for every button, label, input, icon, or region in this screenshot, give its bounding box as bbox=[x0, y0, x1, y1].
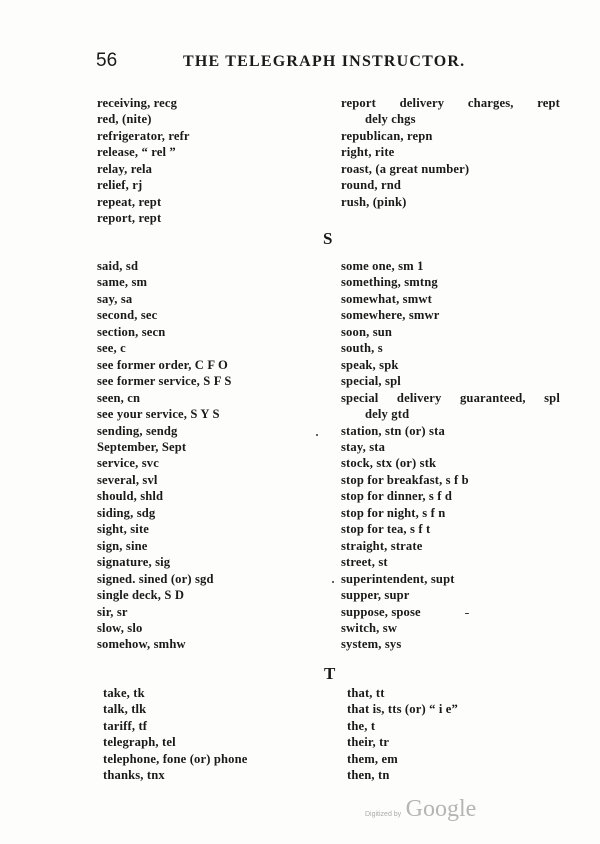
glossary-entry: see former order, C F O bbox=[97, 357, 228, 372]
glossary-entry: right, rite bbox=[341, 145, 395, 160]
glossary-entry: somehow, smhw bbox=[97, 637, 186, 652]
glossary-entry: September, Sept bbox=[97, 439, 187, 454]
s-left-column bbox=[97, 258, 232, 653]
glossary-entry: see former service, S F S bbox=[97, 374, 232, 389]
glossary-entry: repeat, rept bbox=[97, 194, 162, 209]
r-right-column bbox=[341, 95, 560, 210]
glossary-entry: red, (nite) bbox=[97, 112, 152, 127]
glossary-entry: some one, sm 1 bbox=[341, 259, 424, 273]
glossary-entry: report, rept bbox=[97, 211, 162, 226]
glossary-entry: service, svc bbox=[97, 456, 159, 471]
glossary-entry: stop for tea, s f t bbox=[341, 522, 431, 537]
glossary-entry: stop for breakfast, s f b bbox=[341, 472, 469, 487]
glossary-entry: tariff, tf bbox=[103, 718, 148, 733]
speck bbox=[332, 581, 334, 583]
glossary-entry: report delivery charges, rept bbox=[341, 96, 560, 110]
t-left-column bbox=[103, 685, 248, 784]
glossary-entry: switch, sw bbox=[341, 620, 398, 635]
glossary-entry: them, em bbox=[347, 751, 398, 766]
glossary-entry: section, secn bbox=[97, 324, 166, 339]
glossary-entry: thanks, tnx bbox=[103, 768, 165, 783]
glossary-entry: relief, rj bbox=[97, 178, 143, 193]
glossary-entry: straight, strate bbox=[341, 538, 423, 553]
section-heading-s: S bbox=[323, 229, 333, 248]
digitized-by-google-watermark: Digitized by Google bbox=[365, 796, 477, 822]
s-right-column bbox=[341, 258, 560, 653]
glossary-entry: stop for night, s f n bbox=[341, 505, 446, 520]
glossary-entry: sign, sine bbox=[97, 538, 148, 553]
glossary-entry: rush, (pink) bbox=[341, 194, 407, 209]
glossary-entry: say, sa bbox=[97, 291, 133, 306]
glossary-entry: relay, rela bbox=[97, 161, 153, 176]
glossary-entry: should, shld bbox=[97, 489, 164, 504]
glossary-entry: something, smtng bbox=[341, 275, 438, 290]
glossary-entry: special delivery guaranteed, spl bbox=[341, 390, 560, 405]
glossary-entry: street, st bbox=[341, 555, 388, 570]
glossary-entry: signature, sig bbox=[97, 555, 171, 570]
glossary-entry: roast, (a great number) bbox=[341, 161, 470, 176]
speck bbox=[316, 434, 318, 436]
running-title: THE TELEGRAPH INSTRUCTOR. bbox=[183, 53, 466, 70]
glossary-entry: that is, tts (or) “ i e” bbox=[347, 702, 458, 717]
glossary-entry: system, sys bbox=[341, 637, 402, 652]
glossary-entry: single deck, S D bbox=[97, 588, 185, 603]
glossary-entry: refrigerator, refr bbox=[97, 128, 190, 143]
glossary-entry: station, stn (or) sta bbox=[341, 423, 445, 438]
glossary-entry: that, tt bbox=[347, 686, 385, 700]
glossary-entry: speak, spk bbox=[341, 357, 399, 372]
glossary-entry: the, t bbox=[347, 718, 376, 733]
glossary-entry: slow, slo bbox=[97, 620, 143, 635]
glossary-entry: seen, cn bbox=[97, 390, 141, 405]
glossary-entry: suppose, spose bbox=[341, 604, 421, 619]
glossary-entry: stay, sta bbox=[341, 439, 386, 454]
r-left-column bbox=[97, 95, 190, 227]
section-heading-t: T bbox=[324, 664, 336, 683]
glossary-entry: supper, supr bbox=[341, 588, 410, 603]
glossary-entry: republican, repn bbox=[341, 128, 433, 143]
glossary-entry: second, sec bbox=[97, 308, 158, 323]
glossary-entry: see your service, S Y S bbox=[97, 407, 220, 422]
glossary-entry: somewhat, smwt bbox=[341, 291, 432, 306]
glossary-entry: somewhere, smwr bbox=[341, 308, 440, 323]
speck bbox=[465, 613, 469, 614]
glossary-entry: their, tr bbox=[347, 735, 390, 750]
glossary-entry: soon, sun bbox=[341, 324, 393, 339]
glossary-entry: superintendent, supt bbox=[341, 571, 455, 586]
glossary-entry: see, c bbox=[97, 341, 126, 356]
glossary-entry: stock, stx (or) stk bbox=[341, 456, 437, 471]
glossary-entry: telephone, fone (or) phone bbox=[103, 751, 248, 766]
glossary-entry: south, s bbox=[341, 341, 383, 356]
glossary-entry: siding, sdg bbox=[97, 505, 156, 520]
glossary-entry: stop for dinner, s f d bbox=[341, 489, 453, 504]
glossary-entry: said, sd bbox=[97, 259, 139, 273]
glossary-entry: same, sm bbox=[97, 275, 148, 290]
glossary-entry: several, svl bbox=[97, 472, 158, 487]
glossary-entry: then, tn bbox=[347, 768, 390, 783]
glossary-entry: take, tk bbox=[103, 686, 145, 700]
glossary-entry: sending, sendg bbox=[97, 423, 178, 438]
page-number: 56 bbox=[96, 50, 118, 71]
glossary-entry: special, spl bbox=[341, 374, 401, 389]
glossary-entry: signed. sined (or) sgd bbox=[97, 571, 214, 586]
glossary-entry: round, rnd bbox=[341, 178, 402, 193]
entry-continuation: dely chgs bbox=[365, 112, 416, 127]
glossary-entry: release, “ rel ” bbox=[97, 145, 176, 160]
glossary-entry: sir, sr bbox=[97, 604, 128, 619]
entry-continuation: dely gtd bbox=[365, 407, 410, 422]
glossary-entry: receiving, recg bbox=[97, 96, 178, 110]
glossary-entry: telegraph, tel bbox=[103, 735, 176, 750]
t-right-column bbox=[347, 685, 458, 784]
glossary-entry: talk, tlk bbox=[103, 702, 147, 717]
glossary-entry: sight, site bbox=[97, 522, 150, 537]
